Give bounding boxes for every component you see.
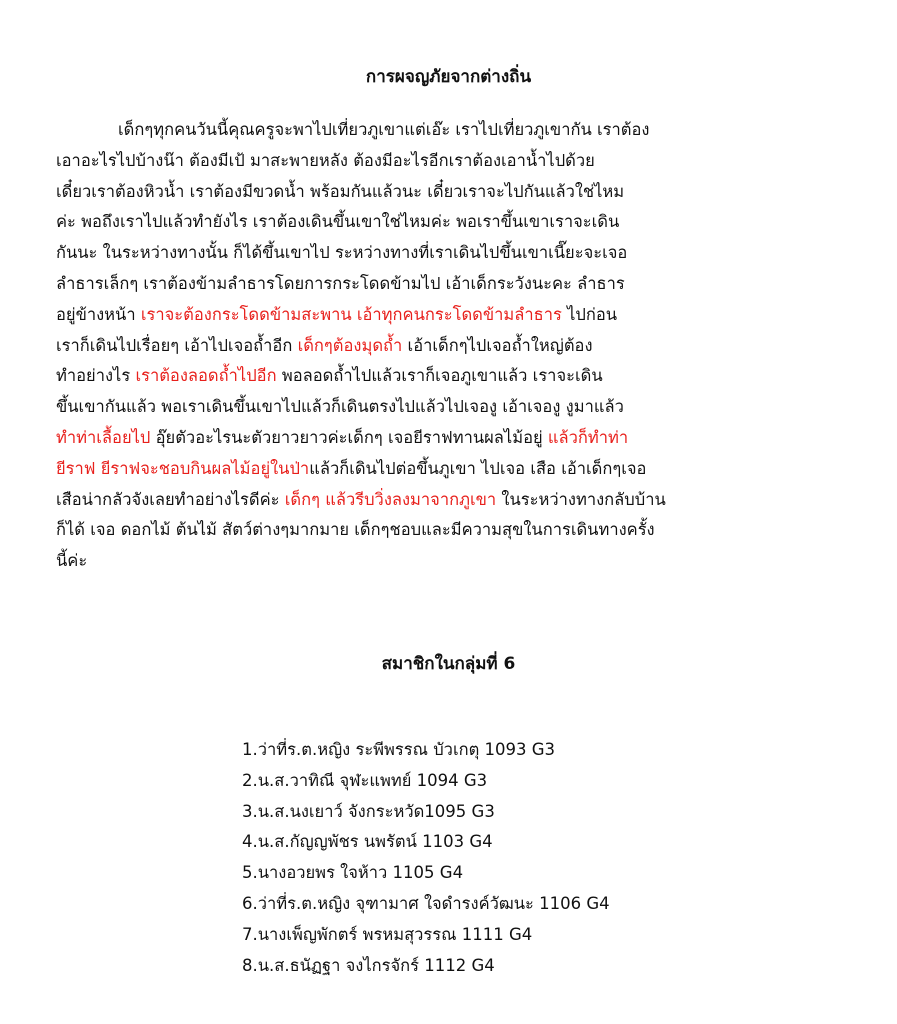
story-line [56, 300, 846, 331]
story-text: ค่ะ พอถึงเราไปแล้วทำยังไร เราต้องเดินขึ้นเขาใช่ไหมค่ะ พอเราขึ้นเขาเราจะเดิน [56, 212, 620, 232]
story-line [56, 177, 846, 208]
story-text: เดี๋ยวเราต้องหิวน้ำ เราต้องมีขวดน้ำ พร้อมกันแล้วนะ เดี๋ยวเราจะไปกันแล้วใช่ไหม [56, 181, 625, 201]
story-text: เด็กๆทุกคนวันนี้คุณครูจะพาไปเที่ยวภูเขาแต่เอ๊ะ เราไปเที่ยวภูเขากัน เราต้อง [118, 120, 650, 139]
story-text: ในระหว่างทางกลับบ้าน [496, 489, 666, 509]
highlighted-text: เด็กๆต้องมุดถ้ำ [297, 335, 403, 355]
story-paragraph [56, 115, 846, 577]
story-line [56, 392, 846, 423]
story-line [56, 546, 846, 577]
story-line [56, 515, 846, 546]
member-item: 3.น.ส.นงเยาว์ จังกระหวัด1095 G3 [242, 801, 495, 821]
member-list [242, 735, 610, 981]
story-text: เอ้าเด็กๆไปเจอถ้ำใหญ่ต้อง [402, 335, 593, 355]
member-item: 6.ว่าที่ร.ต.หญิง จุฑามาศ ใจดำรงค์วัฒนะ 1106 G4 [242, 893, 610, 913]
story-text: อุ๊ยตัวอะไรนะตัวยาวยาวค่ะเด็กๆ เจอยีราฟทานผลไม้อยู่ [150, 427, 548, 447]
story-text: พอลอดถ้ำไปแล้วเราก็เจอภูเขาแล้ว เราจะเดิน [276, 366, 603, 386]
story-line [56, 207, 846, 238]
member-item: 5.นางอวยพร ใจห้าว 1105 G4 [242, 863, 464, 883]
story-line [56, 423, 846, 454]
story-text: ไปก่อน [561, 304, 618, 324]
story-line [56, 115, 846, 146]
highlighted-text: เราต้องลอดถ้ำไปอีก [135, 366, 277, 386]
story-text: เสือน่ากลัวจังเลยทำอย่างไรดีค่ะ [56, 489, 285, 509]
member-item: 8.น.ส.ธนัฏฐา จงไกรจักร์ 1112 G4 [242, 955, 495, 975]
story-line [56, 269, 846, 300]
highlighted-text: ทำท่าเลื้อยไป [56, 427, 151, 447]
story-text: ทำอย่างไร [56, 366, 136, 386]
highlighted-text: เด็กๆ แล้วรีบวิ่งลงมาจากภูเขา [284, 489, 497, 509]
page-title: การผจญภัยจากต่างถิ่น [365, 67, 532, 87]
story-line [56, 146, 846, 177]
story-line [56, 454, 846, 485]
member-item: 7.นางเพ็ญพักตร์ พรหมสุวรรณ 1111 G4 [242, 924, 533, 944]
group-title: สมาชิกในกลุ่มที่ 6 [381, 654, 516, 674]
story-text: แล้วก็เดินไปต่อขึ้นภูเขา ไปเจอ เสือ เอ้าเด็กๆเจอ [309, 458, 647, 478]
story-line [56, 238, 846, 269]
highlighted-text: แล้วก็ทำท่า [547, 427, 629, 447]
story-text: ลำธารเล็กๆ เราต้องข้ามลำธารโดยการกระโดดข้ามไป เอ้าเด็กระวังนะคะ ลำธาร [56, 273, 625, 293]
story-text: อยู่ข้างหน้า [56, 304, 141, 324]
story-text: นี้ค่ะ [56, 551, 88, 571]
story-line [56, 485, 846, 516]
member-item: 4.น.ส.กัญญพัชร นพรัตน์ 1103 G4 [242, 832, 493, 852]
story-line [56, 331, 846, 362]
member-item: 1.ว่าที่ร.ต.หญิง ระพีพรรณ บัวเกตุ 1093 G3 [242, 740, 556, 759]
highlighted-text: ยีราฟ ยีราฟจะชอบกินผลไม้อยู่ในป่า [56, 458, 310, 478]
story-text: เราก็เดินไปเรื่อยๆ เอ้าไปเจอถ้ำอีก [56, 335, 298, 355]
member-item: 2.น.ส.วาทิณี จุฬะแพทย์ 1094 G3 [242, 770, 488, 790]
highlighted-text: เราจะต้องกระโดดข้ามสะพาน เอ้าทุกคนกระโดดข้ามลำธาร [140, 304, 562, 324]
story-line [56, 361, 846, 392]
story-text: กันนะ ในระหว่างทางนั้น ก็ได้ขึ้นเขาไป ระหว่างทางที่เราเดินไปขึ้นเขาเนี๊ยะจะเจอ [56, 243, 628, 263]
story-text: ขึ้นเขากันแล้ว พอเราเดินขึ้นเขาไปแล้วก็เดินตรงไปแล้วไปเจองู เอ้าเจองู งูมาแล้ว [56, 397, 624, 417]
story-text: เอาอะไรไปบ้างน๊า ต้องมีเป้ มาสะพายหลัง ต้องมีอะไรอีกเราต้องเอาน้ำไปด้วย [56, 150, 595, 170]
story-text: ก็ได้ เจอ ดอกไม้ ต้นไม้ สัตว์ต่างๆมากมาย เด็กๆชอบและมีความสุขในการเดินทางครั้ง [56, 520, 655, 540]
